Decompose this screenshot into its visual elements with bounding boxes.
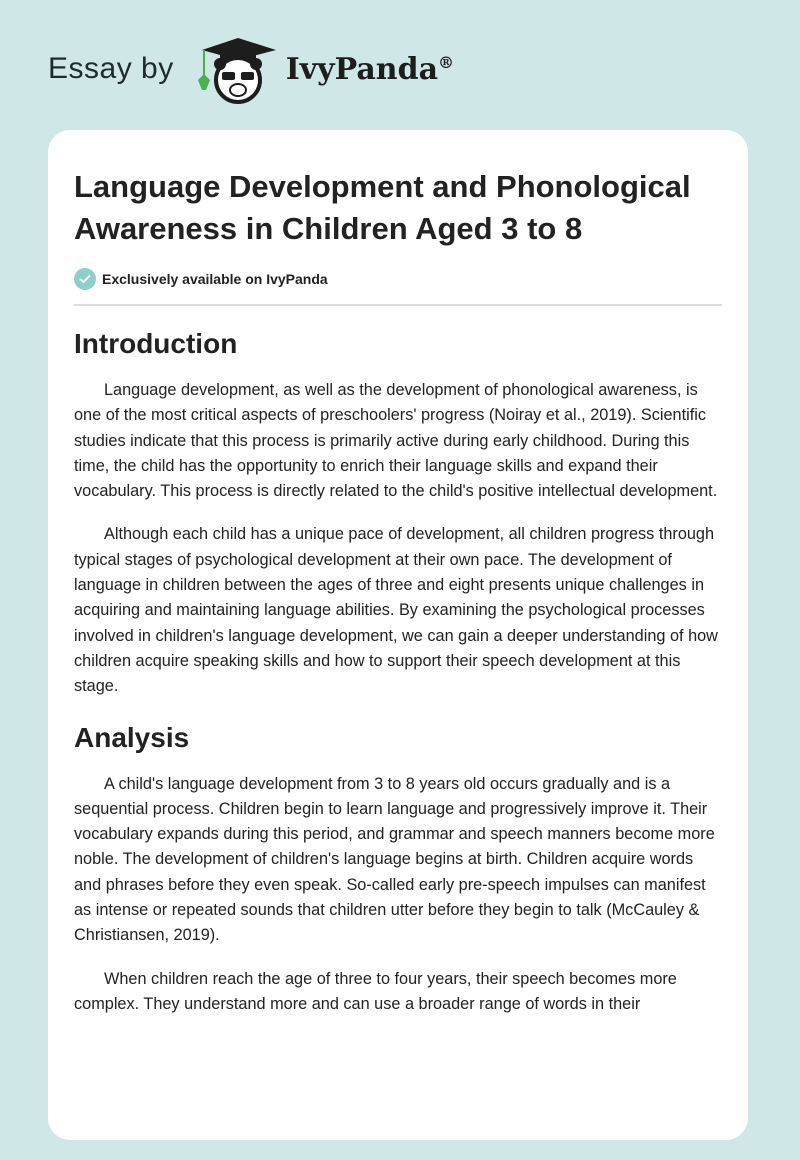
paragraph: Language development, as well as the development of phonological awareness, is one of the most critical aspects of preschoolers' progress (Noiray et al., 2019). Scientific studies indicate that this process is primarily active during early childhood. During this time, the child has the opportunity to enrich their language skills and expand their vocabulary. This process is directly related to the child's positive intellectual development. — [74, 381, 718, 501]
divider — [74, 304, 722, 306]
brand-text: IvyPanda — [285, 51, 439, 87]
check-icon — [74, 268, 96, 290]
section-heading: Introduction — [74, 328, 238, 359]
paragraph: Although each child has a unique pace of development, all children progress through typical stages of psychological development at their own pace. The development of language in children between the ages of three and eight presents unique challenges in acquiring and maintaining language abilities. By examining the psychological processes involved in children's language development, we can gain a deeper understanding of how children acquire speaking skills and how to support their speech development at this stage. — [74, 525, 718, 696]
section-heading: Analysis — [74, 721, 190, 753]
essay-title: Language Development and Phonological Awareness in Children Aged 3 to 8 — [74, 169, 691, 246]
ivypanda-logo-icon[interactable] — [192, 34, 282, 104]
essay-card — [48, 130, 748, 1140]
site-header — [48, 34, 454, 104]
registered-mark: ® — [438, 52, 455, 72]
paragraph: A child's language development from 3 to 8 years old occurs gradually and is a sequential process. Children begin to learn language and progressively improve it. Their vocabulary expands during this period, and grammar and speech manners become more noble. The development of children's language begins at birth. Children acquire words and phrases before they even speak. So-called early pre-speech impulses can manifest as intense or repeated sounds that children utter before they begin to talk (McCauley & Christiansen, 2019). — [74, 774, 715, 945]
paragraph: When children reach the age of three to four years, their speech becomes more complex. They understand more and can use a broader range of words in their — [74, 969, 677, 1013]
brand-name[interactable] — [286, 52, 454, 87]
exclusive-badge — [74, 268, 722, 290]
badge-text: Exclusively available on IvyPanda — [102, 271, 328, 287]
essay-by-label: Essay by — [48, 52, 174, 85]
